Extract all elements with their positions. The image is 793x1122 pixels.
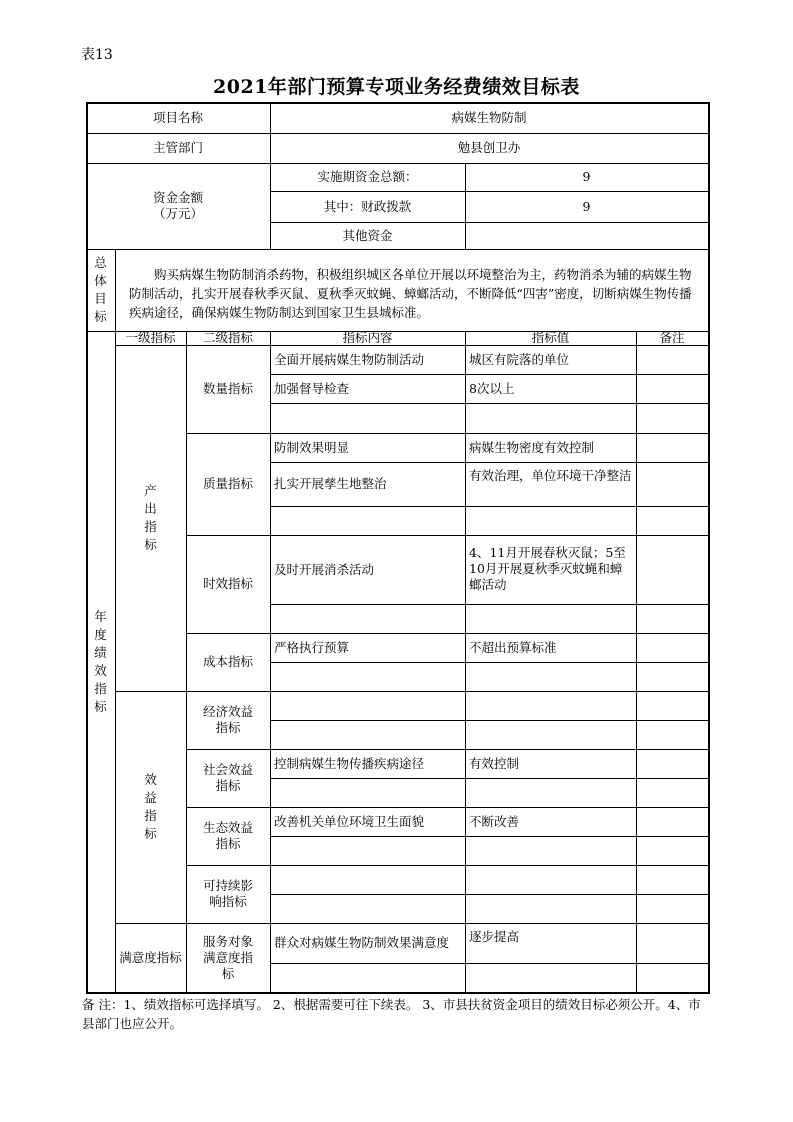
header-level2: 二级指标 <box>202 330 253 345</box>
indicator-value <box>465 836 636 865</box>
indicator-value <box>465 506 636 535</box>
indicator-content: 改善机关单位环境卫生面貌 <box>274 813 425 829</box>
level2-indicator: 时效指标 <box>202 576 253 591</box>
indicator-remark <box>636 691 708 720</box>
indicator-content: 严格执行预算 <box>274 639 350 655</box>
indicator-content <box>270 836 465 865</box>
indicator-content <box>270 403 465 433</box>
indicator-remark <box>636 836 708 865</box>
level2-indicator: 质量指标 <box>202 476 253 491</box>
level2-indicator: 生态效益指标 <box>202 820 253 851</box>
indicator-value <box>465 894 636 923</box>
indicator-value <box>465 720 636 749</box>
level2-indicator: 经济效益指标 <box>202 704 253 735</box>
department-label: 主管部门 <box>152 140 203 155</box>
indicator-remark <box>636 865 708 894</box>
level1-indicator: 效益指标 <box>144 772 157 841</box>
indicator-remark <box>636 506 708 535</box>
indicator-value <box>465 662 636 691</box>
indicator-value: 城区有院落的单位 <box>469 351 570 367</box>
fund-amount-label-line: 资金金额 <box>152 190 203 205</box>
indicator-remark <box>636 374 708 403</box>
overall-goal-label-cell <box>86 249 115 331</box>
indicator-content <box>270 604 465 633</box>
fund-amount-label-line: （万元） <box>152 206 203 221</box>
indicator-value <box>465 865 636 894</box>
indicator-content: 扎实开展孳生地整治 <box>274 476 387 491</box>
indicator-value: 4、11月开展春秋灭鼠；5至10月开展夏秋季灭蚊蝇和蟑螂活动 <box>469 545 626 592</box>
other-funds-value <box>465 222 708 249</box>
level2-indicator: 可持续影响指标 <box>202 878 253 909</box>
indicator-content: 加强督导检查 <box>274 380 350 396</box>
level2-indicator: 社会效益指标 <box>202 762 253 793</box>
indicator-content <box>270 963 465 992</box>
level2-indicator: 服务对象满意度指标 <box>202 933 253 981</box>
indicator-value: 不断改善 <box>469 813 520 829</box>
indicator-remark <box>636 345 708 374</box>
indicator-value <box>465 778 636 807</box>
header-content: 指标内容 <box>342 330 393 345</box>
level1-indicator-cell <box>115 691 186 923</box>
indicator-remark <box>636 749 708 778</box>
indicator-remark <box>636 662 708 691</box>
annual-indicators-label: 年度绩效指标 <box>94 608 107 714</box>
fiscal-allocation-label: 其中：财政拨款 <box>323 198 412 214</box>
header-value: 指标值 <box>531 330 570 345</box>
other-funds-label: 其他资金 <box>342 227 393 243</box>
annual-indicators-label-cell <box>86 331 115 992</box>
indicator-value <box>465 604 636 633</box>
indicator-value: 不超出预算标准 <box>469 639 557 655</box>
indicator-content: 群众对病媒生物防制效果满意度 <box>274 935 450 950</box>
level2-indicator: 数量指标 <box>202 381 253 396</box>
level1-indicator: 产出指标 <box>144 483 157 552</box>
indicator-value: 8次以上 <box>469 380 515 396</box>
indicator-content: 及时开展消杀活动 <box>274 561 375 577</box>
table-number: 表13 <box>81 47 113 63</box>
indicator-value: 逐步提高 <box>469 929 520 944</box>
indicator-remark <box>636 963 708 992</box>
indicator-value <box>465 963 636 992</box>
indicator-content <box>270 662 465 691</box>
project-name-value: 病媒生物防制 <box>451 109 527 125</box>
fiscal-allocation-value: 9 <box>582 198 591 214</box>
grid-line <box>708 102 710 994</box>
document-title: 2021年部门预算专项业务经费绩效目标表 <box>213 76 580 98</box>
indicator-remark <box>636 433 708 462</box>
indicator-remark <box>636 462 708 506</box>
indicator-content <box>270 865 465 894</box>
overall-goal-text: 购买病媒生物防制消杀药物，积极组织城区各单位开展以环境整治为主，药物消杀为辅的病媒生物防制活动，扎实开展春秋季灭鼠、夏秋季灭蚊蝇、蟑螂活动，不断降低“四害”密度，切断病媒生物传播疾病途径，确保病媒生物防制达到国家卫生县城标准。 <box>129 267 692 320</box>
indicator-remark <box>636 778 708 807</box>
indicator-value <box>465 691 636 720</box>
project-name-label: 项目名称 <box>152 109 203 125</box>
total-funds-label: 实施期资金总额： <box>317 169 418 184</box>
indicator-remark <box>636 604 708 633</box>
indicator-remark <box>636 403 708 433</box>
indicator-content <box>270 506 465 535</box>
overall-goal-label: 总体目标 <box>94 255 107 324</box>
fund-amount-label <box>86 163 270 249</box>
indicator-remark <box>636 807 708 836</box>
level1-indicator-cell <box>115 345 186 691</box>
header-remark: 备注 <box>659 330 685 345</box>
indicator-content: 控制病媒生物传播疾病途径 <box>274 755 425 771</box>
grid-line <box>86 992 708 994</box>
indicator-content <box>270 720 465 749</box>
indicator-remark <box>636 894 708 923</box>
indicator-remark <box>636 923 708 963</box>
indicator-value: 有效控制 <box>469 755 520 771</box>
indicator-remark <box>636 535 708 604</box>
indicator-value: 病媒生物密度有效控制 <box>469 439 595 455</box>
indicator-content: 全面开展病媒生物防制活动 <box>274 351 425 367</box>
footnote: 备 注：1、绩效指标可选择填写。 2、根据需要可往下续表。 3、市县扶贫资金项目的绩效目标必须公开。4、市县部门也应公开。 <box>82 997 701 1031</box>
grid-line <box>86 249 708 250</box>
indicator-content: 防制效果明显 <box>274 439 350 455</box>
indicator-remark <box>636 633 708 662</box>
department-value: 勉县创卫办 <box>457 140 521 155</box>
indicator-value: 有效治理，单位环境干净整洁 <box>469 468 632 483</box>
indicator-content <box>270 894 465 923</box>
level2-indicator: 成本指标 <box>202 654 253 669</box>
indicator-value <box>465 403 636 433</box>
level1-indicator: 满意度指标 <box>119 949 182 965</box>
indicator-content <box>270 691 465 720</box>
header-level1: 一级指标 <box>125 330 176 345</box>
total-funds-value: 9 <box>582 169 591 184</box>
indicator-remark <box>636 720 708 749</box>
indicator-content <box>270 778 465 807</box>
